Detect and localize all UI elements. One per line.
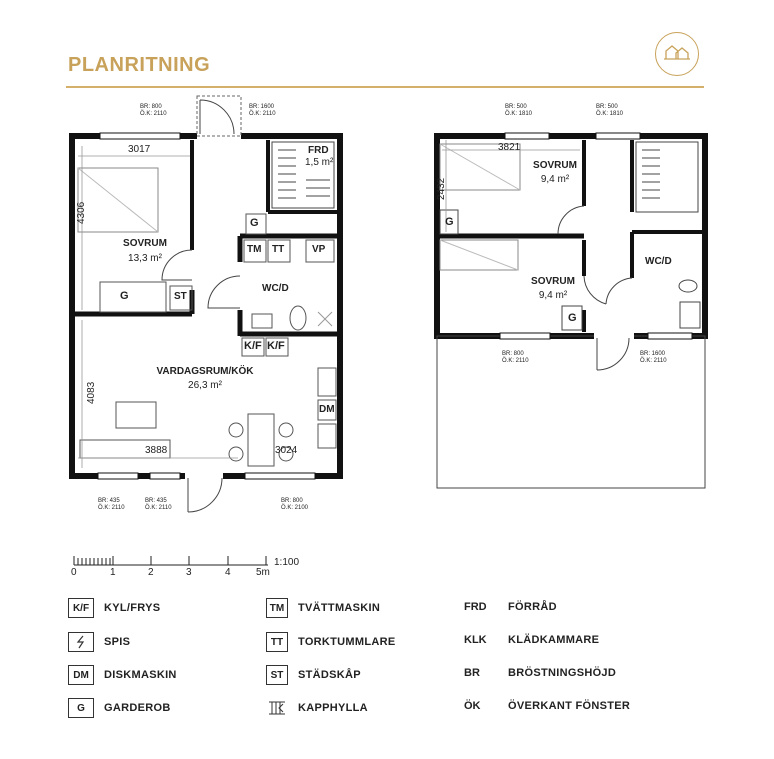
garderob-label: G — [445, 216, 454, 228]
window-spec-br: BR: 800 — [502, 351, 524, 357]
legend-item — [464, 634, 599, 646]
legend-item — [464, 601, 557, 613]
dimension-label: 3017 — [128, 144, 151, 155]
kyl-frys-label: K/F — [267, 340, 285, 352]
scale-tick-label: 0 — [71, 567, 77, 578]
room-label-vardagsrum: VARDAGSRUM/KÖK — [156, 366, 254, 377]
dimension-label: 3024 — [275, 445, 298, 456]
window-spec-ok: Ö.K: 2110 — [145, 505, 172, 511]
ground-floor-plan — [72, 96, 340, 512]
legend-item — [266, 698, 368, 718]
legend-item — [266, 598, 380, 618]
dimension-label: 4083 — [86, 381, 97, 404]
legend-label: KAPPHYLLA — [298, 702, 368, 714]
garderob-label: G — [250, 217, 259, 229]
legend-abbr: BR — [464, 667, 480, 679]
legend-label: ÖVERKANT FÖNSTER — [508, 700, 631, 712]
room-label-frd: FRD — [308, 145, 329, 156]
legend-abbr: FRD — [464, 601, 487, 613]
window-spec-ok: Ö.K: 1810 — [505, 111, 533, 117]
kyl-frys-label: K/F — [244, 340, 262, 352]
legend-item — [464, 700, 630, 712]
legend-label: KYL/FRYS — [104, 602, 161, 614]
legend-item — [68, 698, 171, 718]
stadskap-badge: ST — [266, 665, 288, 685]
legend-label: KLÄDKAMMARE — [508, 634, 600, 646]
window-spec-br: BR: 800 — [281, 498, 303, 504]
window-spec-ok: Ö.K: 2110 — [640, 358, 667, 364]
legend-label: TVÄTTMASKIN — [298, 602, 381, 614]
vp-label: VP — [312, 244, 326, 255]
dimension-label: 4306 — [76, 201, 87, 224]
room-area-sovrum: 13,3 m² — [128, 253, 162, 264]
scale-tick-label: 1 — [110, 567, 116, 578]
window-spec-br: BR: 435 — [145, 498, 167, 504]
diskmaskin-badge: DM — [68, 665, 94, 685]
legend-label: DISKMASKIN — [104, 669, 177, 681]
scale-tick-label: 2 — [148, 567, 154, 578]
window-spec-br: BR: 1600 — [249, 104, 275, 110]
legend-item — [68, 598, 160, 618]
torktumlare-badge: TT — [266, 632, 288, 652]
page-title: PLANRITNING — [68, 54, 211, 76]
scale-ratio: 1:100 — [274, 557, 300, 568]
stadskap-label: ST — [174, 291, 187, 302]
window-spec-br: BR: 500 — [505, 104, 527, 110]
scale-tick-label: 4 — [225, 567, 231, 578]
kapphylla-icon — [266, 698, 288, 718]
upper-floor-plan — [437, 133, 705, 488]
window-spec-br: BR: 800 — [140, 104, 162, 110]
window-spec-br: BR: 1600 — [640, 351, 666, 357]
window-spec-ok: Ö.K: 2110 — [140, 111, 167, 117]
legend-label: STÄDSKÅP — [298, 669, 361, 681]
legend-item — [266, 632, 396, 652]
room-area-frd: 1,5 m² — [305, 157, 334, 168]
window-spec-ok: Ö.K: 2110 — [98, 505, 125, 511]
window-spec-ok: Ö.K: 2110 — [502, 358, 529, 364]
legend-label: GARDEROB — [104, 702, 171, 714]
kyl-frys-badge: K/F — [68, 598, 94, 618]
room-label-wc-d: WC/D — [262, 283, 289, 294]
room-label-sovrum: SOVRUM — [123, 238, 167, 249]
window-spec-ok: Ö.K: 1810 — [596, 111, 624, 117]
room-label-sovrum: SOVRUM — [531, 276, 575, 287]
legend-label: TORKTUMMLARE — [298, 636, 396, 648]
window-spec-ok: Ö.K: 2100 — [281, 505, 309, 511]
room-area-sovrum: 9,4 m² — [540, 174, 570, 185]
dimension-label: 2432 — [436, 177, 447, 200]
scale-tick-label: 3 — [186, 567, 192, 578]
dimension-label: 3821 — [498, 142, 521, 153]
legend-item — [266, 665, 361, 685]
garderob-label: G — [568, 312, 577, 324]
diskmaskin-label: DM — [319, 404, 335, 415]
legend-item — [464, 667, 616, 679]
legend-label: SPIS — [104, 636, 131, 648]
legend-abbr: KLK — [464, 634, 487, 646]
room-area-vardagsrum: 26,3 m² — [188, 380, 222, 391]
dimension-label: 3888 — [145, 445, 168, 456]
room-label-wc-d: WC/D — [645, 256, 672, 267]
legend-label: FÖRRÅD — [508, 601, 557, 613]
legend-label: BRÖSTNINGSHÖJD — [508, 667, 617, 679]
legend-item — [68, 632, 130, 652]
scale-bar — [74, 556, 268, 565]
scale-tick-label: 5m — [256, 567, 270, 578]
torktumlare-label: TT — [272, 244, 285, 255]
room-area-sovrum: 9,4 m² — [538, 290, 568, 301]
window-spec-br: BR: 435 — [98, 498, 120, 504]
garderob-label: G — [120, 290, 129, 302]
window-spec-ok: Ö.K: 2110 — [249, 111, 276, 117]
legend-item — [68, 665, 177, 685]
room-label-sovrum: SOVRUM — [533, 160, 577, 171]
window-spec-br: BR: 500 — [596, 104, 618, 110]
tvattmaskin-label: TM — [247, 244, 262, 255]
tvattmaskin-badge: TM — [266, 598, 288, 618]
spis-icon — [68, 632, 94, 652]
legend-abbr: ÖK — [464, 700, 481, 712]
garderob-badge: G — [68, 698, 94, 718]
